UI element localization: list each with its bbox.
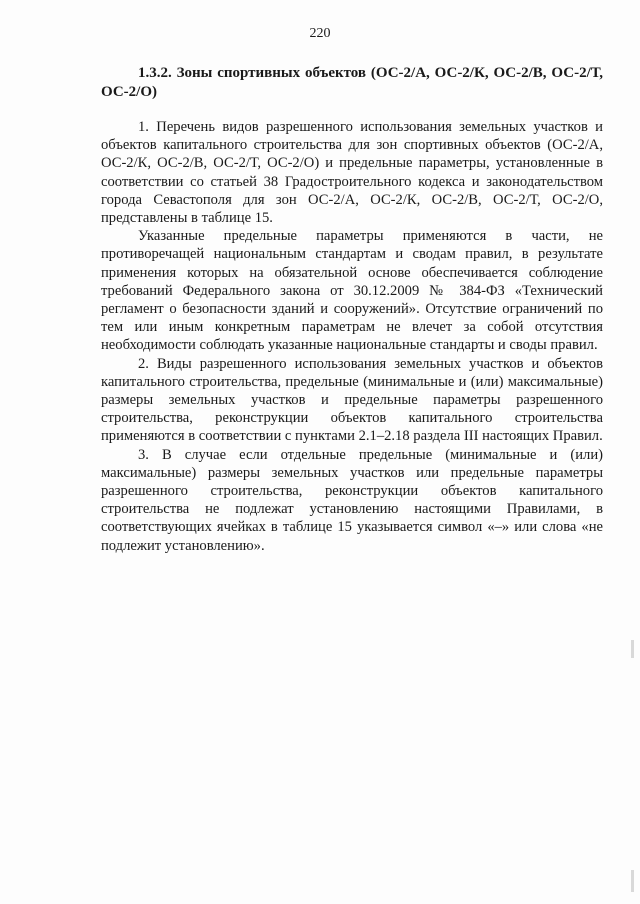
document-body: [101, 118, 603, 555]
page-number: 220: [309, 26, 331, 41]
paragraph-2: Указанные предельные параметры применяются в части, не противоречащей национальным стандартам и сводам правил, в результате применения которых на обязательной основе обеспечивается соблюдение требований Федерального закона от 30.12.2009 № 384-ФЗ «Технический регламент о безопасности зданий и сооружений». Отсутствие ограничений по тем или иным конкретным параметрам не влечет за собой отсутствия необходимости соблюдать указанные национальные стандарты и своды правил.: [101, 228, 603, 354]
paragraph-3: 2. Виды разрешенного использования земельных участков и объектов капитального строительства, предельные (минимальные и (или) максимальные) размеры земельных участков и предельные параметры разрешенного строительства, реконструкции объектов капитального строительства применяются в соответствии с пунктами 2.1–2.18 раздела III настоящих Правил.: [101, 355, 603, 445]
scan-edge-mark: [631, 640, 634, 658]
section-heading: 1.3.2. Зоны спортивных объектов (ОС-2/А, ОС-2/К, ОС-2/В, ОС-2/Т, ОС-2/О): [101, 65, 603, 100]
paragraph-1: 1. Перечень видов разрешенного использования земельных участков и объектов капитального строительства для зон спортивных объектов (ОС-2/А, ОС-2/К, ОС-2/В, ОС-2/Т, ОС-2/О) и предельные параметры, установленные в соответствии со статьей 38 Градостроительного кодекса и законодательством города Севастополя для зон ОС-2/А, ОС-2/К, ОС-2/В, ОС-2/Т, ОС-2/О, представлены в таблице 15.: [101, 119, 603, 227]
paragraph-4: 3. В случае если отдельные предельные (минимальные и (или) максимальные) размеры земельных участков или предельные параметры разрешенного строительства, реконструкции объектов капитального строительства не подлежат установлению настоящими Правилами, в соответствующих ячейках в таблице 15 указывается символ «–» или слова «не подлежит установлению».: [101, 446, 603, 554]
scan-edge-mark: [631, 870, 634, 892]
